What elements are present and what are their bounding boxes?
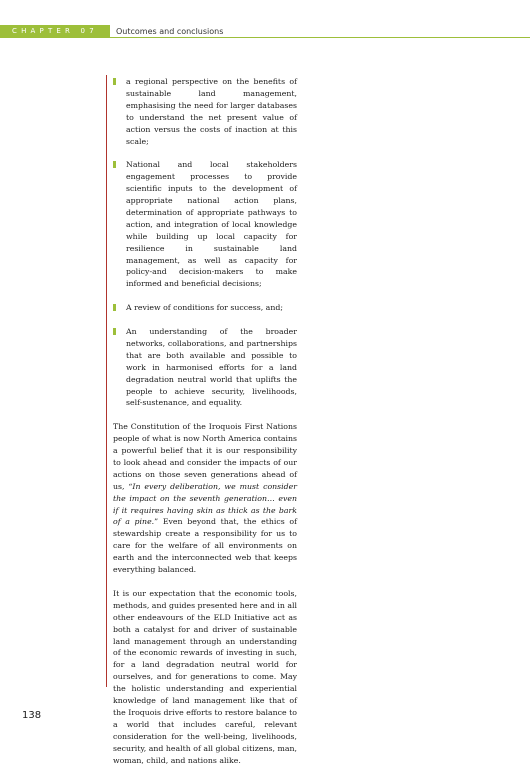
bullet-item: [113, 302, 297, 314]
bullet-text: A review of conditions for success, and;: [126, 303, 283, 313]
body-text: [113, 76, 297, 778]
header-rule: [110, 37, 530, 38]
bullet-text: National and local stakeholders engagement processes to provide scientific inputs to the development of appropriate national action plans, determination of appropriate pathways to action, and integration of local knowledge while building up local capacity for resilience in sustainable land management, as well as capacity for policy-and decision-makers to make informed and beneficial decisions;: [126, 160, 297, 289]
section-title: Outcomes and conclusions: [116, 27, 224, 36]
bullet-text: a regional perspective on the benefits of sustainable land management, emphasising the need for larger databases to understand the net present value of action versus the costs of inaction at this scale;: [126, 77, 297, 146]
bullet-marker-icon: [113, 304, 116, 311]
bullet-text: An understanding of the broader networks, collaborations, and partnerships that are both available and possible to work in harmonised efforts for a land degradation neutral world that uplifts the people to achieve security, livelihoods, self-sustenance, and equality.: [126, 326, 297, 408]
bullet-marker-icon: [113, 161, 116, 168]
bullet-marker-icon: [113, 328, 116, 335]
page-number: 138: [22, 710, 42, 721]
paragraph-text: ” Even beyond that, the ethics of stewardship create a responsibility for us to care for the welfare of all environments on earth and the interconnected web that keeps everything balanced.: [113, 517, 297, 575]
iroquois-quote: In every deliberation, we must consider the impact on the seventh generation… even if it requires having skin as thick as the bark of a pine.: [113, 481, 297, 527]
page-header: [0, 25, 530, 38]
chapter-label: CHAPTER 07: [0, 25, 110, 38]
margin-rule: [106, 75, 107, 687]
bullet-item: [113, 76, 297, 147]
paragraph-text: The Constitution of the Iroquois First Nations people of what is now North America contains a powerful belief that it is our responsibility to look ahead and consider the impacts of our actions on those seven generations ahead of us, “: [113, 422, 297, 491]
iroquois-paragraph: [113, 421, 297, 576]
expectation-paragraph: It is our expectation that the economic tools, methods, and guides presented here and in all other endeavours of the ELD Initiative act as both a catalyst for and driver of sustainable land management through an understanding of the economic rewards of investing in such, for a land degradation neutral world for ourselves, and for generations to come. May the holistic understanding and experiential knowledge of land management like that of the Iroquois drive efforts to restore balance to a world that includes careful, relevant consideration for the well-being, livelihoods, security, and health of all global citizens, man, woman, child, and nations alike.: [113, 588, 297, 765]
bullet-item: [113, 326, 297, 409]
bullet-marker-icon: [113, 78, 116, 85]
bullet-item: [113, 159, 297, 290]
